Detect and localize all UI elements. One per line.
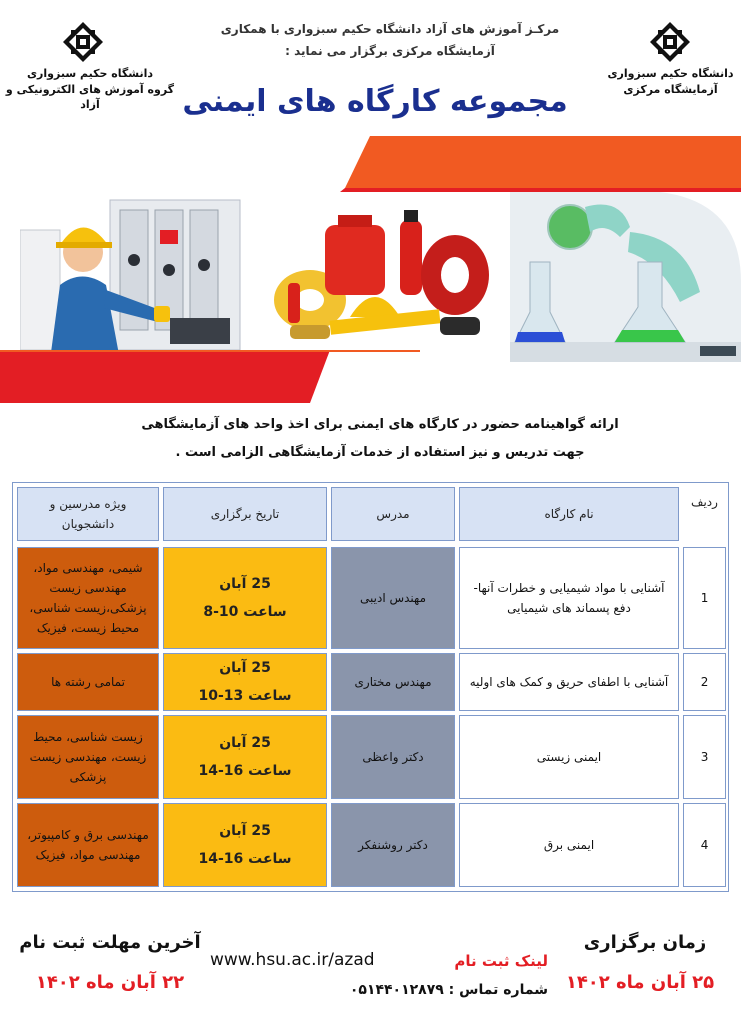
row-audience: شیمی، مهندسی مواد، مهندسی زیست پزشکی،زیست شناسی، محیط زیست، فیزیک	[17, 547, 159, 649]
row-workshop-name: ایمنی زیستی	[459, 715, 679, 799]
row-date-time: ساعت 16-14	[198, 763, 292, 779]
row-number: 1	[683, 547, 726, 649]
row-date-day: 25 آبان	[219, 576, 271, 592]
event-time-label: زمان برگزاری	[583, 932, 707, 953]
row-date-time: ساعت 16-14	[198, 851, 292, 867]
row-audience: مهندسی برق و کامپیوتر، مهندسی مواد، فیزیک	[17, 803, 159, 887]
intro-line-2: آزمایشگاه مرکزی برگزار می نماید :	[285, 44, 495, 58]
row-instructor: دکتر روشنفکر	[331, 803, 455, 887]
row-workshop-name: آشنایی با مواد شیمیایی و خطرات آنها- دفع پسماند های شیمیایی	[459, 547, 679, 649]
row-date-day: 25 آبان	[219, 823, 271, 839]
row-audience: تمامی رشته ها	[17, 653, 159, 711]
row-date	[163, 653, 327, 711]
row-date	[163, 547, 327, 649]
right-logo-block	[600, 20, 741, 110]
row-date-day: 25 آبان	[219, 660, 271, 676]
row-workshop-name: آشنایی با اطفای حریق و کمک های اولیه	[459, 653, 679, 711]
header-workshop-name: نام کارگاه	[459, 487, 679, 541]
engineer-illustration	[20, 190, 246, 360]
row-instructor: مهندس مختاری	[331, 653, 455, 711]
workshop-table	[12, 482, 729, 892]
page-title: مجموعه کارگاه های ایمنی	[182, 84, 568, 119]
row-number: 4	[683, 803, 726, 887]
university-logo-icon	[648, 20, 692, 64]
notice-line-2: جهت تدریس و نیز استفاده از خدمات آزمایشگاهی الزامی است .	[175, 445, 585, 460]
row-number: 2	[683, 653, 726, 711]
registration-block	[210, 950, 550, 1010]
event-date: ۲۵ آبان ماه ۱۴۰۲	[565, 972, 715, 993]
left-logo-caption-2: گروه آموزش های الکترونیکی و آزاد	[5, 83, 175, 111]
lab-chemistry-image	[510, 192, 741, 362]
row-date	[163, 803, 327, 887]
intro-line-1: مرکـز آموزش های آزاد دانشگاه حکیم سبزواری با همکاری	[220, 22, 560, 36]
row-audience: زیست شناسی، محیط زیست، مهندسی زیست پزشکی	[17, 715, 159, 799]
lower-orange-banner	[0, 345, 741, 405]
header-audience: ویژه مدرسین و دانشجویان	[17, 487, 159, 541]
header-instructor: مدرس	[331, 487, 455, 541]
row-workshop-name: ایمنی برق	[459, 803, 679, 887]
university-logo-icon	[61, 20, 105, 64]
row-date	[163, 715, 327, 799]
safety-equipment-image	[270, 205, 496, 345]
header-row-number: ردیف	[683, 487, 726, 517]
right-logo-caption-1: دانشگاه حکیم سبزواری	[607, 67, 734, 80]
deadline-label: آخرین مهلت ثبت نام	[19, 932, 201, 953]
notice-line-1: ارائه گواهینامه حضور در کارگاه های ایمنی برای اخذ واحد های آزمایشگاهی	[141, 417, 619, 432]
header-date: تاریخ برگزاری	[163, 487, 327, 541]
left-logo-caption-1: دانشگاه حکیم سبزواری	[26, 67, 154, 80]
right-logo-caption-2: آزمایشگاه مرکزی	[623, 83, 718, 96]
row-number: 3	[683, 715, 726, 799]
registration-label: لینک ثبت نام	[454, 952, 548, 970]
row-date-day: 25 آبان	[219, 735, 271, 751]
contact-phone: شماره تماس : ۰۵۱۴۴۰۱۲۸۷۹	[349, 982, 548, 998]
row-date-time: ساعت 13-10	[198, 688, 292, 704]
registration-url-link[interactable]: www.hsu.ac.ir/azad	[210, 950, 375, 970]
row-instructor: دکتر واعظی	[331, 715, 455, 799]
row-date-time: ساعت 10-8	[203, 604, 287, 620]
row-instructor: مهندس ادیبی	[331, 547, 455, 649]
deadline-date: ۲۲ آبان ماه ۱۴۰۲	[35, 972, 185, 993]
left-logo-block	[0, 20, 180, 110]
